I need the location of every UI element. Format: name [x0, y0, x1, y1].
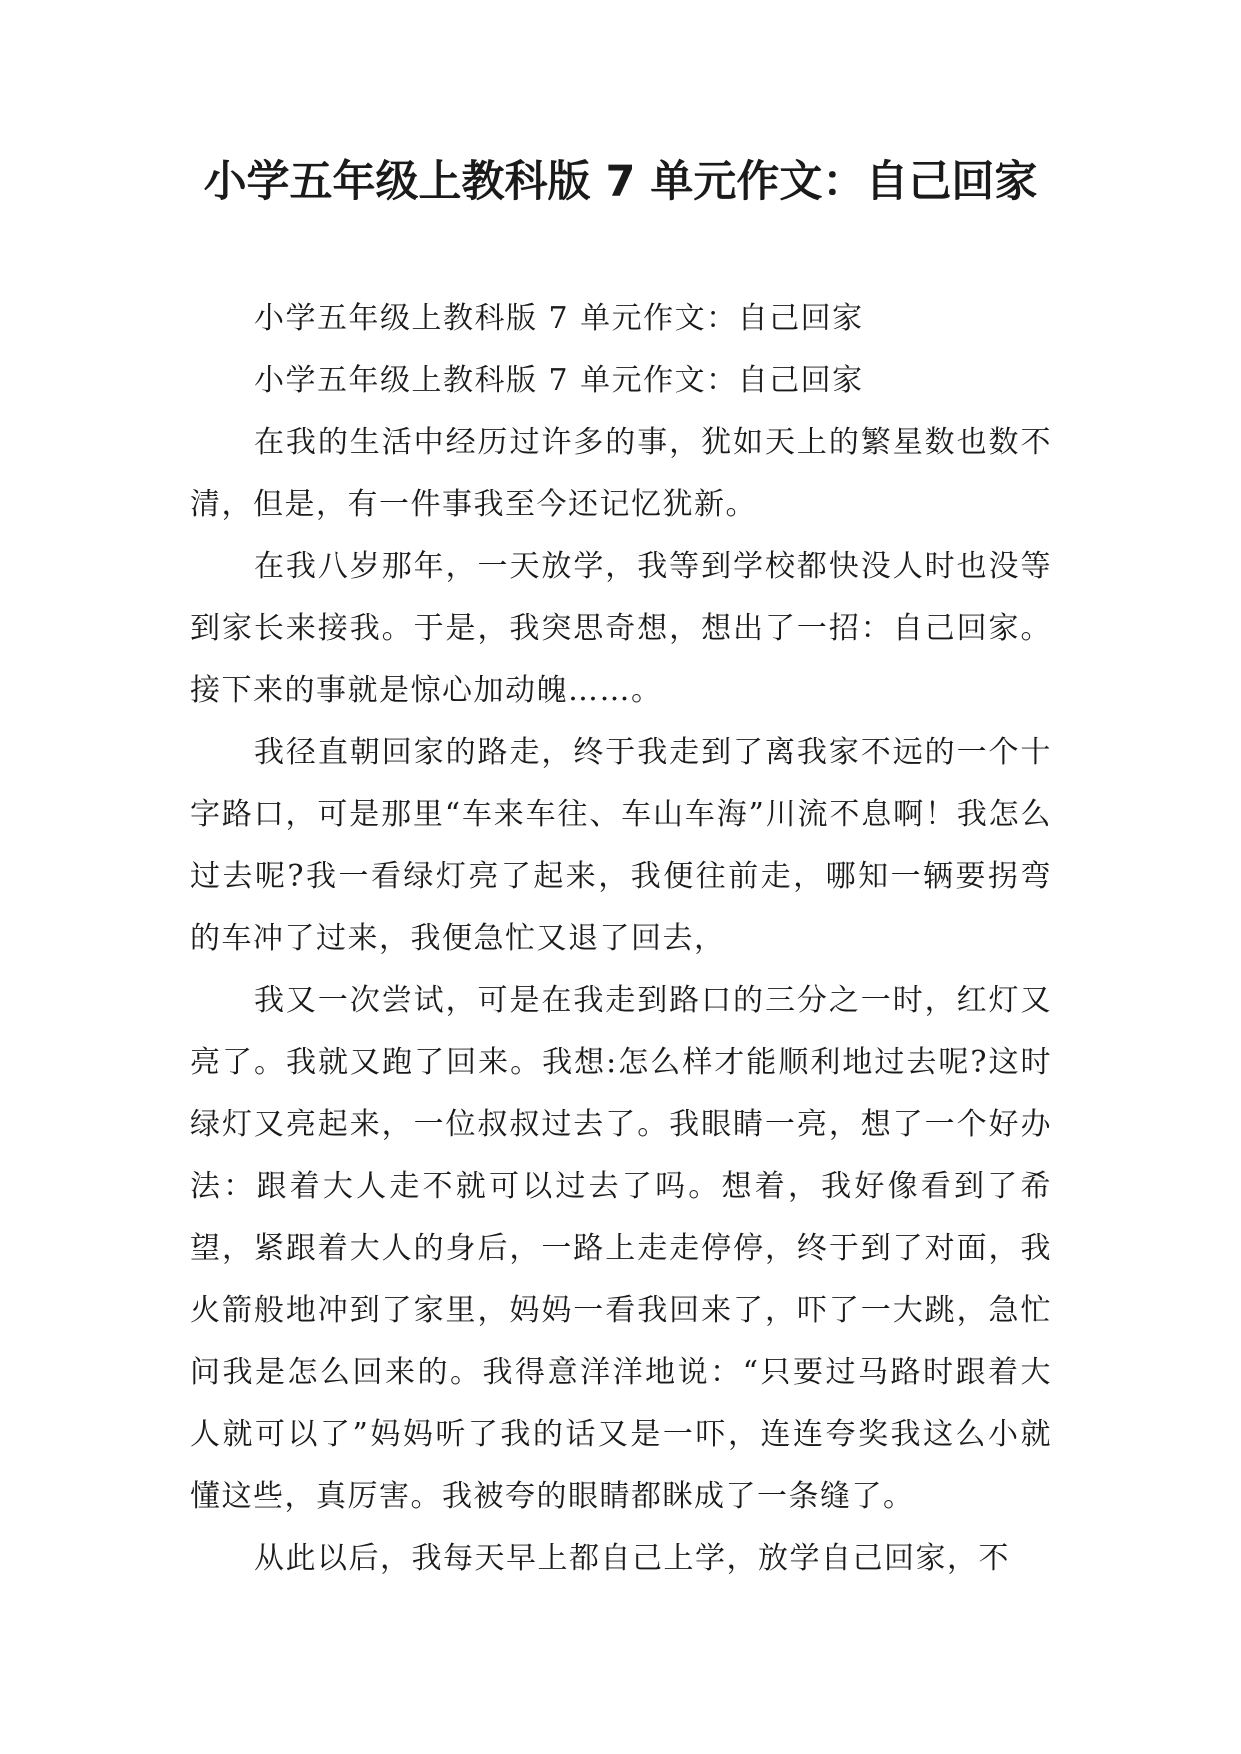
- paragraph-intro: 在我的生活中经历过许多的事，犹如天上的繁星数也数不清，但是，有一件事我至今还记忆犹新。: [190, 425, 1052, 522]
- paragraph-conclusion: 从此以后，我每天早上都自己上学，放学自己回家，不: [254, 1541, 1010, 1576]
- paragraph-subtitle-2: 小学五年级上教科版 7 单元作文：自己回家: [254, 363, 864, 398]
- paragraph-subtitle-1: 小学五年级上教科版 7 单元作文：自己回家: [254, 301, 864, 336]
- document-title: 小学五年级上教科版 7 单元作文：自己回家: [203, 157, 1038, 207]
- essay-body: [190, 288, 1052, 1590]
- paragraph-second-try: 我又一次尝试，可是在我走到路口的三分之一时，红灯又亮了。我就又跑了回来。我想:怎么样才能顺利地过去呢?这时绿灯又亮起来，一位叔叔过去了。我眼睛一亮，想了一个好办法：跟着大人走不就可以过去了吗。想着，我好像看到了希望，紧跟着大人的身后，一路上走走停停，终于到了对面，我火箭般地冲到了家里，妈妈一看我回来了，吓了一大跳，急忙问我是怎么回来的。我得意洋洋地说：“只要过马路时跟着大人就可以了”妈妈听了我的话又是一吓，连连夸奖我这么小就懂这些，真厉害。我被夸的眼睛都眯成了一条缝了。: [190, 983, 1052, 1514]
- paragraph-decision: 在我八岁那年，一天放学，我等到学校都快没人时也没等到家长来接我。于是，我突思奇想，想出了一招：自己回家。接下来的事就是惊心加动魄……。: [190, 549, 1052, 708]
- paragraph-crossroad: 我径直朝回家的路走，终于我走到了离我家不远的一个十字路口，可是那里“车来车往、车山车海”川流不息啊！我怎么过去呢?我一看绿灯亮了起来，我便往前走，哪知一辆要拐弯的车冲了过来，我便急忙又退了回去，: [190, 735, 1052, 956]
